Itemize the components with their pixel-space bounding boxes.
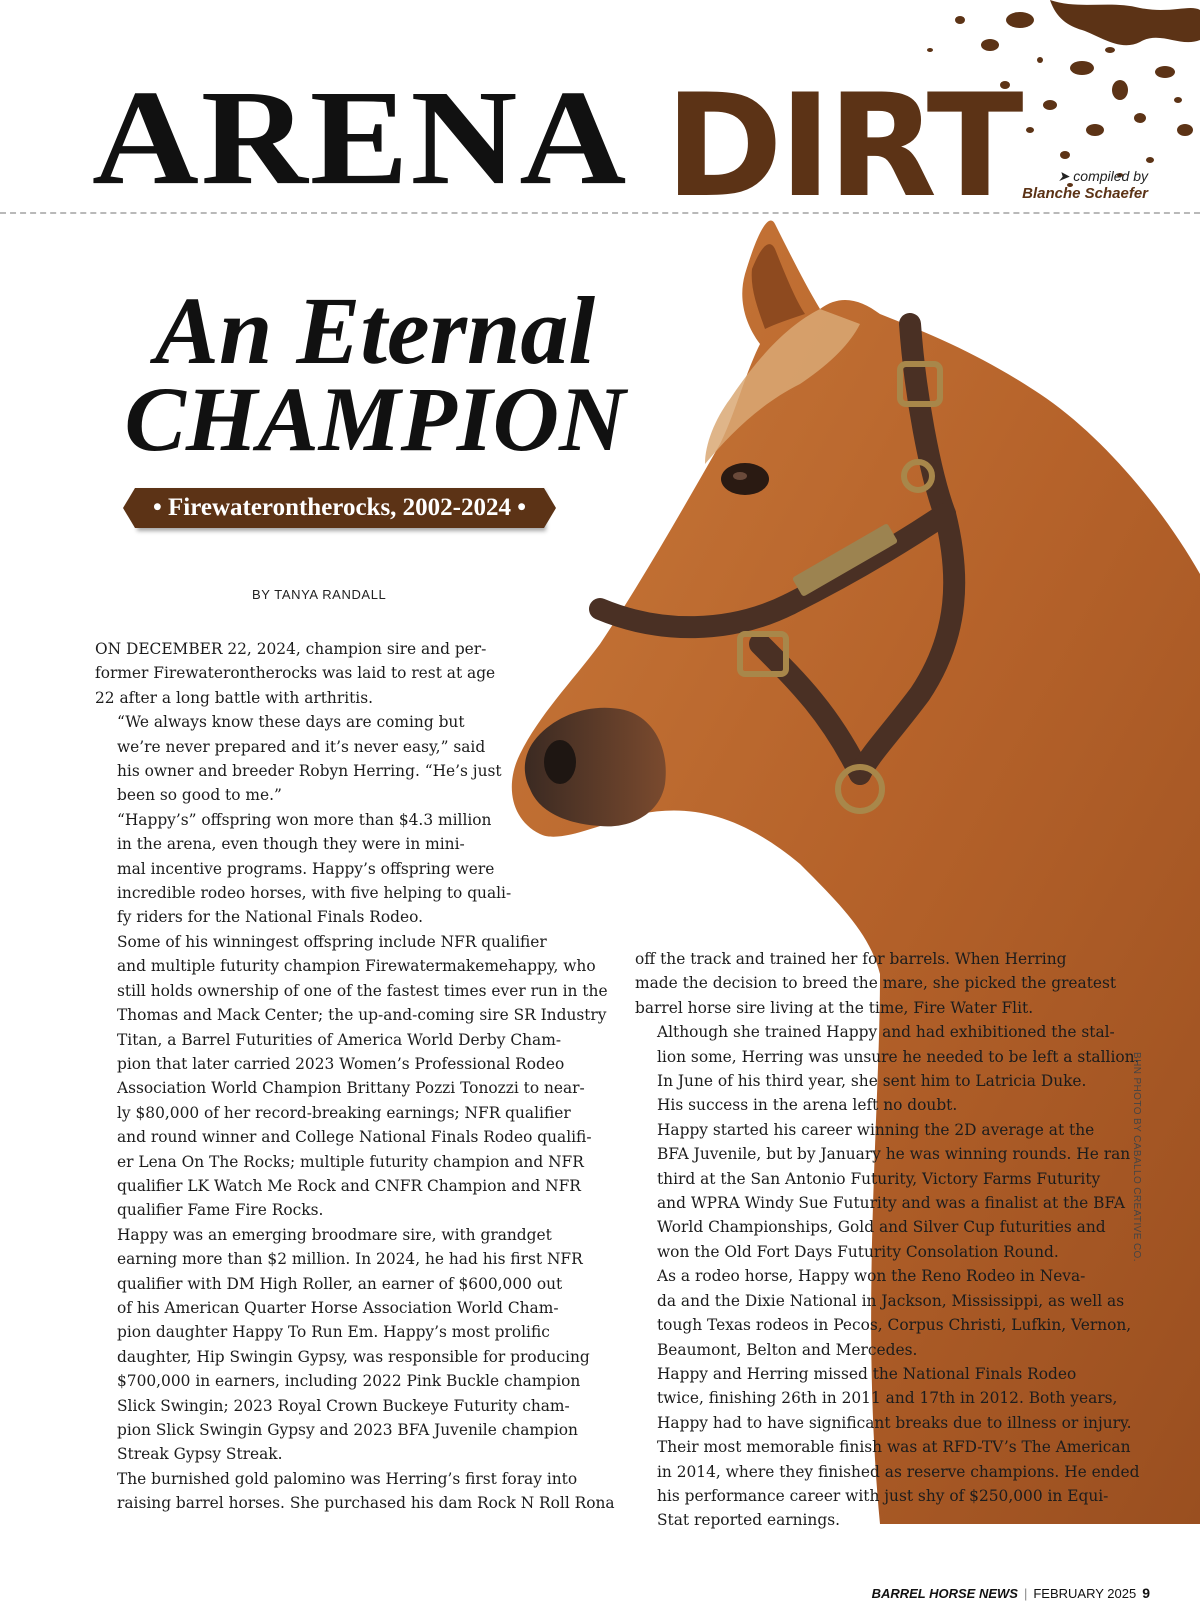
text-line: da and the Dixie National in Jackson, Mississippi, as well as [657,1291,1125,1310]
text-line: ly $80,000 of her record-breaking earnings; NFR qualifier [117,1103,571,1122]
text-line: Some of his winningest offspring include NFR qualifier [117,932,547,951]
issue-date: FEBRUARY 2025 [1033,1586,1137,1601]
text-line: Happy was an emerging broodmare sire, with grandget [117,1225,552,1244]
text-line: Their most memorable finish was at RFD-TV’s The American [657,1438,1131,1457]
text-line: As a rodeo horse, Happy won the Reno Rodeo in Neva- [657,1267,1086,1286]
masthead-dirt: DIRT [665,64,1020,229]
paragraph [95,637,615,710]
text-line: we’re never prepared and it’s never easy,” said [117,737,486,756]
text-line: Thomas and Mack Center; the up-and-coming sire SR Industry [117,1006,607,1025]
text-line: Association World Champion Brittany Pozzi Tonozzi to near- [117,1079,585,1098]
text-line: fy riders for the National Finals Rodeo. [117,908,424,927]
text-line: raising barrel horses. She purchased his dam Rock N Roll Rona [117,1494,615,1513]
paragraph [635,947,1139,1020]
text-line: qualifier LK Watch Me Rock and CNFR Champion and NFR [117,1176,581,1195]
headline-line-2: CHAMPION [124,368,626,471]
author-byline: BY TANYA RANDALL [252,587,387,602]
text-line: pion that later carried 2023 Women’s Professional Rodeo [117,1054,565,1073]
text-line: barrel horse sire living at the time, Fire Water Flit. [635,998,1034,1017]
paragraph [635,1264,1139,1362]
paragraph [95,808,615,930]
publication-name: BARREL HORSE NEWS [871,1586,1018,1601]
paragraph [95,930,615,1223]
text-line: former Firewaterontherocks was laid to rest at age [95,664,496,683]
text-line: World Championships, Gold and Silver Cup futurities and [657,1218,1106,1237]
compiler-name: Blanche Schaefer [1022,185,1148,202]
compiled-by-credit [1022,168,1148,202]
text-line: and round winner and College National Finals Rodeo qualifi- [117,1128,592,1147]
headline-line-1: An Eternal [154,277,596,384]
text-line: er Lena On The Rocks; multiple futurity champion and NFR [117,1152,584,1171]
text-line: 22 after a long battle with arthritis. [95,688,374,707]
text-line: BFA Juvenile, but by January he was winning rounds. He ran [657,1145,1131,1164]
page-number: 9 [1142,1585,1150,1601]
text-line: won the Old Fort Days Futurity Consolation Round. [657,1242,1059,1261]
photo-credit: BHN PHOTO BY CABALLO CREATIVE CO. [1131,1052,1142,1262]
text-line: Happy and Herring missed the National Finals Rodeo [657,1364,1077,1383]
text-line: Titan, a Barrel Futurities of America World Derby Cham- [117,1030,562,1049]
text-line: Streak Gypsy Streak. [117,1445,283,1464]
text-line: of his American Quarter Horse Association World Cham- [117,1298,559,1317]
text-line: “Happy’s” offspring won more than $4.3 million [117,810,492,829]
text-line: Stat reported earnings. [657,1511,840,1530]
text-line: and WPRA Windy Sue Futurity and was a finalist at the BFA [657,1194,1125,1213]
paragraph [635,1118,1139,1264]
text-line: been so good to me.” [117,786,282,805]
body-column-right [635,947,1139,1533]
paragraph [95,710,615,808]
text-line: off the track and trained her for barrels. When Herring [635,950,1067,968]
text-line: His success in the arena left no doubt. [657,1096,958,1115]
text-line: Happy had to have significant breaks due to illness or injury. [657,1413,1132,1432]
text-line: daughter, Hip Swingin Gypsy, was responsible for producing [117,1347,590,1366]
text-line: qualifier Fame Fire Rocks. [117,1201,324,1220]
paragraph [95,1467,615,1516]
text-line: and multiple futurity champion Firewatermakemehappy, who [117,957,596,976]
footer-separator: | [1023,1586,1028,1601]
masthead-arena: ARENA [92,62,629,214]
text-line: Beaumont, Belton and Mercedes. [657,1340,918,1359]
compiled-by-label: ➤ compiled by [1057,168,1148,184]
text-line: mal incentive programs. Happy’s offspring were [117,859,495,878]
subtitle-banner: • Firewaterontherocks, 2002-2024 • [135,488,544,528]
text-line: made the decision to breed the mare, she picked the greatest [635,974,1117,993]
text-line: still holds ownership of one of the fastest times ever run in the [117,981,608,1000]
text-line: earning more than $2 million. In 2024, he had his first NFR [117,1250,583,1269]
text-line: “We always know these days are coming but [117,713,465,732]
text-line: $700,000 in earners, including 2022 Pink Buckle champion [117,1372,581,1391]
text-line: pion Slick Swingin Gypsy and 2023 BFA Juvenile champion [117,1421,578,1439]
text-line: ON DECEMBER 22, 2024, champion sire and per- [95,640,487,658]
text-line: his performance career with just shy of $250,000 in Equi- [657,1486,1109,1505]
text-line: incredible rodeo horses, with five helping to quali- [117,884,512,903]
text-line: in 2014, where they finished as reserve champions. He ended [657,1462,1140,1481]
page-footer [872,1585,1150,1601]
text-line: qualifier with DM High Roller, an earner of $600,000 out [117,1274,563,1293]
text-line: his owner and breeder Robyn Herring. “He’s just [117,762,502,781]
text-line: Happy started his career winning the 2D average at the [657,1120,1095,1139]
text-line: pion daughter Happy To Run Em. Happy’s most prolific [117,1323,550,1342]
paragraph [635,1020,1139,1118]
text-line: The burnished gold palomino was Herring’s first foray into [117,1469,578,1488]
text-line: tough Texas rodeos in Pecos, Corpus Christi, Lufkin, Vernon, [657,1316,1132,1335]
text-line: lion some, Herring was unsure he needed to be left a stallion. [657,1047,1140,1066]
text-line: Slick Swingin; 2023 Royal Crown Buckeye Futurity cham- [117,1396,570,1415]
article-headline [95,277,655,471]
paragraph [95,1223,615,1467]
text-line: in the arena, even though they were in mini- [117,835,465,854]
paragraph [635,1362,1139,1533]
body-column-left [95,637,615,1516]
text-line: In June of his third year, she sent him to Latricia Duke. [657,1072,1087,1091]
text-line: Although she trained Happy and had exhibitioned the stal- [657,1023,1115,1042]
text-line: twice, finishing 26th in 2011 and 17th in 2012. Both years, [657,1389,1118,1408]
text-line: third at the San Antonio Futurity, Victory Farms Futurity [657,1169,1101,1188]
